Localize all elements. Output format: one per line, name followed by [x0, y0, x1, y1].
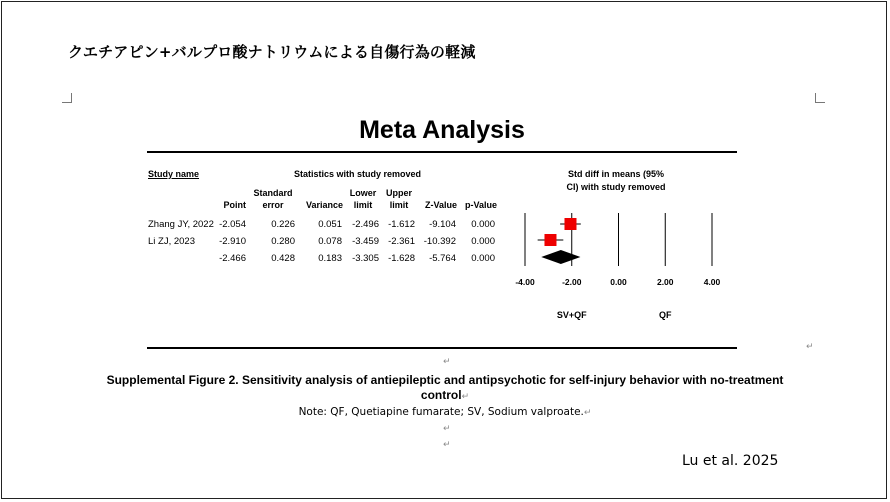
row2-study: Li ZJ, 2023	[148, 236, 195, 247]
return-mark: ↵	[461, 391, 470, 401]
caption-line-2	[60, 388, 830, 404]
row2-p: 0.000	[471, 236, 495, 247]
favours-left-label: SV+QF	[556, 310, 587, 320]
favours-right-label: QF	[659, 310, 672, 320]
summary-point: -2.466	[219, 253, 246, 264]
row2-lower: -3.459	[352, 236, 379, 247]
header-plot-line2: CI) with study removed	[566, 182, 666, 192]
header-upper-line1: Upper	[385, 188, 412, 198]
header-lower-line2: limit	[353, 200, 373, 210]
header-z-value: Z-Value	[424, 200, 457, 210]
return-mark: ↵	[443, 440, 451, 450]
summary-upper: -1.628	[388, 253, 415, 264]
summary-lower: -3.305	[352, 253, 379, 264]
x-tick-label: 4.00	[703, 277, 721, 287]
header-se-line2: error	[262, 200, 284, 210]
row2-point: -2.910	[219, 236, 246, 247]
x-tick-label: -2.00	[562, 277, 582, 287]
effect-square	[564, 218, 576, 230]
caption-note-text: Note: QF, Quetiapine fumarate; SV, Sodium valproate.	[298, 406, 584, 418]
row2-z: -10.392	[423, 236, 456, 247]
x-tick-label: 0.00	[610, 277, 627, 287]
row2-upper: -2.361	[388, 236, 415, 247]
summary-variance: 0.183	[318, 253, 342, 264]
row2-se: 0.280	[271, 236, 295, 247]
caption-note	[60, 406, 830, 418]
header-study-name: Study name	[148, 169, 200, 179]
slide-title: クエチアピン+バルプロ酸ナトリウムによる自傷行為の軽減	[68, 43, 476, 61]
header-variance: Variance	[305, 200, 343, 210]
figure-caption	[60, 373, 830, 404]
summary-z: -5.764	[429, 253, 456, 264]
row1-z: -9.104	[429, 219, 456, 230]
row1-variance: 0.051	[318, 219, 342, 230]
header-stats-group: Statistics with study removed	[293, 169, 422, 179]
return-mark: ↵	[583, 408, 592, 418]
header-upper-line2: limit	[389, 200, 409, 210]
x-tick-label: -4.00	[515, 277, 535, 287]
row1-upper: -1.612	[388, 219, 415, 230]
header-se-line1: Standard	[253, 188, 293, 198]
header-plot-line1: Std diff in means (95%	[567, 169, 665, 179]
return-mark: ↵	[806, 342, 814, 352]
row2-variance: 0.078	[318, 236, 342, 247]
return-mark: ↵	[443, 357, 451, 367]
summary-p: 0.000	[471, 253, 495, 264]
header-lower-line1: Lower	[349, 188, 377, 198]
caption-line-2-text: control	[420, 388, 462, 402]
chart-title: Meta Analysis	[359, 116, 525, 144]
x-tick-label: 2.00	[656, 277, 674, 287]
row1-study: Zhang JY, 2022	[148, 219, 214, 230]
header-point: Point	[223, 200, 246, 210]
header-p-value: p-Value	[464, 200, 497, 210]
row1-lower: -2.496	[352, 219, 379, 230]
caption-line-1: Supplemental Figure 2. Sensitivity analysis of antiepileptic and antipsychotic for self-injury behavior with no-treatment	[106, 373, 784, 387]
summary-se: 0.428	[271, 253, 295, 264]
row1-point: -2.054	[219, 219, 246, 230]
row1-p: 0.000	[471, 219, 495, 230]
return-mark: ↵	[443, 424, 451, 434]
effect-square	[544, 234, 556, 246]
bottom-rule	[147, 347, 737, 349]
citation: Lu et al. 2025	[682, 453, 779, 469]
summary-diamond	[541, 250, 580, 264]
row1-se: 0.226	[271, 219, 295, 230]
